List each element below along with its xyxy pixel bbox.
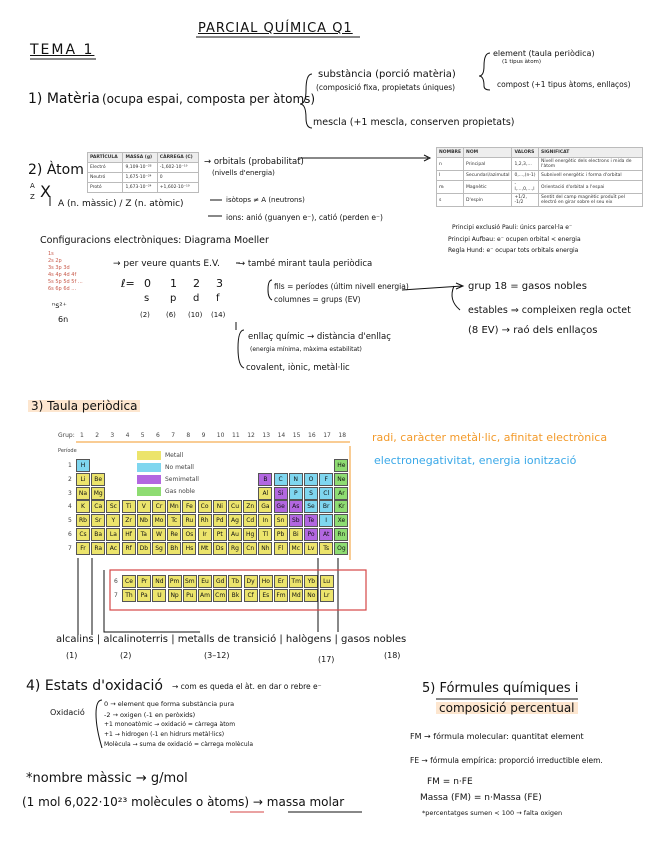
- fmnfe-text: FM = n·FE: [427, 777, 473, 787]
- element-cell: O: [304, 473, 318, 486]
- element-cell: Ce: [122, 575, 136, 588]
- ns-label: ⁿs²⁺: [52, 301, 67, 310]
- element-cell: Og: [334, 542, 348, 555]
- element-cell: Ne: [334, 473, 348, 486]
- element-cell: Pd: [213, 514, 227, 527]
- ions-text: ions: anió (guanyen e⁻), catió (perden e⁻): [226, 213, 383, 222]
- element-cell: Ts: [319, 542, 333, 555]
- element-cell: Rg: [228, 542, 242, 555]
- group-number: 15: [292, 432, 301, 439]
- family-number: (1): [66, 651, 78, 660]
- element-cell: Er: [274, 575, 288, 588]
- element-cell: Po: [304, 528, 318, 541]
- element-cell: Rb: [76, 514, 90, 527]
- trends-blue: electronegativitat, energia ionització: [374, 454, 577, 467]
- element-sub: (1 tipus àtom): [502, 59, 542, 65]
- element-cell: Fr: [76, 542, 90, 555]
- legend-label: Gas noble: [165, 488, 195, 495]
- orbitals-text: → orbitals (probabilitat): [204, 157, 304, 167]
- substancia-text: substància (porció matèria): [318, 69, 456, 80]
- atom-symbol: X: [40, 182, 51, 201]
- element-cell: Bk: [228, 589, 242, 602]
- element-cell: Db: [137, 542, 151, 555]
- element-cell: Dy: [244, 575, 258, 588]
- element-cell: Am: [198, 589, 212, 602]
- taula-heading: 3) Taula periòdica: [28, 400, 140, 412]
- element-cell: Mn: [167, 500, 181, 513]
- orbital-name: d: [193, 293, 200, 304]
- element-cell: Es: [259, 589, 273, 602]
- element-cell: Te: [304, 514, 318, 527]
- l-val: 0: [144, 277, 151, 290]
- element-cell: Gd: [213, 575, 227, 588]
- mol-text: (1 mol 6,022·10²³ molècules o àtoms) → massa molar: [22, 795, 345, 809]
- element-cell: Mc: [289, 542, 303, 555]
- element-cell: At: [319, 528, 333, 541]
- estables-text: estables ⇒ compleixen regla octet: [468, 305, 631, 316]
- atom-A: A: [30, 182, 35, 190]
- page-title: PARCIAL QUÍMICA Q1: [198, 21, 353, 36]
- element-cell: Ni: [213, 500, 227, 513]
- atom-az: A (n. màssic) / Z (n. atòmic): [58, 199, 184, 209]
- element-cell: Be: [91, 473, 105, 486]
- group-number: 10: [216, 432, 225, 439]
- compost-text: compost (+1 tipus àtoms, enllaços): [497, 80, 631, 89]
- element-cell: Fe: [182, 500, 196, 513]
- period-number: 7: [114, 591, 118, 599]
- element-cell: Sb: [289, 514, 303, 527]
- element-cell: Sm: [183, 575, 197, 588]
- group-number: 3: [110, 432, 115, 439]
- element-cell: Co: [198, 500, 212, 513]
- element-cell: P: [289, 487, 303, 500]
- period-number: 6: [68, 531, 72, 538]
- formules-heading: 5) Fórmules químiques i: [422, 681, 579, 696]
- group-number: 18: [338, 432, 347, 439]
- element-cell: Tl: [258, 528, 272, 541]
- group-number: 8: [186, 432, 191, 439]
- element-cell: Mt: [198, 542, 212, 555]
- element-cell: Cl: [319, 487, 333, 500]
- element-cell: Cn: [243, 542, 257, 555]
- families-text: alcalins | alcalinoterris | metalls de transició | halògens | gasos nobles: [56, 634, 407, 645]
- grup18-text: grup 18 = gasos nobles: [468, 281, 587, 292]
- element-cell: Hf: [122, 528, 136, 541]
- element-cell: Rh: [198, 514, 212, 527]
- element-cell: Ba: [91, 528, 105, 541]
- legend-swatch: [137, 451, 161, 460]
- element-cell: Pu: [183, 589, 197, 602]
- group-number: 1: [80, 432, 84, 439]
- element-cell: Ag: [228, 514, 242, 527]
- element-cell: Pr: [137, 575, 151, 588]
- group-number: 9: [201, 432, 206, 439]
- group-number: 16: [308, 432, 316, 439]
- ev8-text: (8 EV) → raó dels enllaços: [468, 325, 598, 336]
- tema-label: TEMA 1: [30, 42, 95, 58]
- element-cell: Os: [182, 528, 196, 541]
- element-cell: Re: [167, 528, 181, 541]
- element-cell: U: [152, 589, 166, 602]
- element-cell: Al: [258, 487, 272, 500]
- element-cell: Yb: [304, 575, 318, 588]
- element-cell: Cu: [228, 500, 242, 513]
- orbital-capacity: (2): [140, 311, 150, 319]
- element-cell: Na: [76, 487, 90, 500]
- element-cell: H: [76, 459, 90, 472]
- element-cell: Pm: [168, 575, 182, 588]
- element-cell: Ir: [198, 528, 212, 541]
- element-cell: Sn: [274, 514, 288, 527]
- substancia-sub: (composició fixa, propietats úniques): [316, 83, 456, 92]
- group-number: 7: [171, 432, 176, 439]
- element-cell: Pb: [274, 528, 288, 541]
- element-cell: Nd: [152, 575, 166, 588]
- element-cell: Tc: [167, 514, 181, 527]
- l-val: 1: [170, 277, 177, 290]
- legend-label: No metall: [165, 464, 194, 471]
- element-cell: Au: [228, 528, 242, 541]
- element-cell: Hg: [243, 528, 257, 541]
- element-cell: As: [289, 500, 303, 513]
- family-number: (17): [318, 655, 335, 664]
- element-cell: Tb: [228, 575, 242, 588]
- group-number: 14: [277, 432, 286, 439]
- element-cell: Br: [319, 500, 333, 513]
- np-label: 6n: [58, 315, 69, 324]
- enllac-text: enllaç químic → distància d'enllaç: [248, 332, 391, 342]
- element-cell: Hs: [182, 542, 196, 555]
- aufbau-text: Principi Aufbau: e⁻ ocupen orbital < energia: [448, 236, 581, 243]
- element-cell: Cf: [244, 589, 258, 602]
- period-number: 3: [68, 489, 72, 497]
- formules-heading2: composició percentual: [436, 702, 578, 714]
- l-label: ℓ=: [121, 277, 135, 290]
- fils-text: fils = períodes (últim nivell energia): [274, 282, 409, 291]
- element-cell: Sc: [106, 500, 120, 513]
- period-number: 6: [114, 578, 118, 585]
- element-cell: Ar: [334, 487, 348, 500]
- element-cell: Cd: [243, 514, 257, 527]
- family-number: (2): [120, 651, 132, 660]
- element-cell: Ge: [274, 500, 288, 513]
- element-cell: Cm: [213, 589, 227, 602]
- orbital-capacity: (6): [166, 311, 176, 319]
- group-number: 6: [156, 432, 160, 439]
- element-cell: F: [319, 473, 333, 486]
- oxidation-rule: Molècula → suma de oxidació = càrrega molècula: [104, 741, 254, 748]
- element-cell: Bh: [167, 542, 181, 555]
- element-cell: Sr: [91, 514, 105, 527]
- element-cell: Cr: [152, 500, 166, 513]
- oxidacio-heading: 4) Estats d'oxidació: [26, 678, 163, 694]
- element-cell: Lv: [304, 542, 318, 555]
- element-cell: Kr: [334, 500, 348, 513]
- element-cell: Md: [289, 589, 303, 602]
- trends-orange: radi, caràcter metàl·lic, afinitat electrònica: [372, 431, 608, 444]
- period-number: 1: [68, 462, 72, 469]
- element-cell: Rn: [334, 528, 348, 541]
- quantum-numbers-table: NOMBRE NOM VALORS SIGNIFICAT n Principal 1,2,3,… Nivell energètic dels electrons i mida de l'àtom l Secundari/azimutal 0,…,(n-1) Subnivell energètic i forma d'orbital mₗ Magnètic -l,…,0,…,l Orientació d'orbital a l'espai s D'espín +1/2, -1/2 Sentit del camp magnètic produït pel electró en girar sobre el seu eix: [436, 147, 643, 207]
- element-cell: No: [304, 589, 318, 602]
- orbital-capacity: (14): [211, 311, 226, 319]
- element-cell: Pa: [137, 589, 151, 602]
- atom-heading: 2) Àtom: [28, 162, 84, 178]
- element-cell: K: [76, 500, 90, 513]
- period-number: 2: [68, 475, 72, 483]
- element-text: element (taula periòdica): [493, 49, 595, 58]
- element-cell: Li: [76, 473, 90, 486]
- legend-swatch: [137, 487, 161, 496]
- legend-label: Metall: [165, 452, 184, 459]
- config-text: Configuracions electròniques: Diagrama Moeller: [40, 235, 269, 246]
- oxidacio-desc: → com es queda el àt. en dar o rebre e⁻: [172, 682, 322, 691]
- element-cell: Zn: [243, 500, 257, 513]
- element-cell: Ta: [137, 528, 151, 541]
- group-number: 2: [95, 432, 100, 439]
- percentatges-text: *percentatges sumen < 100 → falta oxigen: [422, 809, 563, 817]
- element-cell: C: [274, 473, 288, 486]
- oxidation-rule: +1 → hidrogen (-1 en hidrurs metàl·lics): [104, 731, 225, 738]
- element-cell: Np: [168, 589, 182, 602]
- element-cell: Nb: [137, 514, 151, 527]
- element-cell: Fm: [274, 589, 288, 602]
- element-cell: Ho: [259, 575, 273, 588]
- element-cell: Tm: [289, 575, 303, 588]
- element-cell: Sg: [152, 542, 166, 555]
- element-cell: Ca: [91, 500, 105, 513]
- element-cell: S: [304, 487, 318, 500]
- element-cell: In: [258, 514, 272, 527]
- legend-label: Semimetall: [165, 476, 199, 483]
- group-number: 13: [262, 432, 271, 439]
- particle-table: PARTÍCULA MASSA (g) CÀRREGA (C) Electró 9,109·10⁻²⁸ -1,602·10⁻¹⁹ Neutró 1,675·10⁻²⁴ 0 Protó 1,673·10⁻²⁴ +1,602·10⁻¹⁹: [87, 152, 199, 193]
- element-cell: Mg: [91, 487, 105, 500]
- orbital-name: s: [144, 293, 150, 304]
- family-number: (3–12): [204, 651, 230, 660]
- group-label: Grup:: [58, 432, 75, 439]
- element-cell: Pt: [213, 528, 227, 541]
- fm-text: FM → fórmula molecular: quantitat element: [410, 732, 584, 741]
- period-label: Període: [58, 448, 77, 454]
- group-number: 5: [140, 432, 145, 439]
- materia-desc: (ocupa espai, composta per àtoms): [102, 92, 316, 106]
- legend-swatch: [137, 463, 161, 472]
- element-cell: Lu: [320, 575, 334, 588]
- element-cell: Si: [274, 487, 288, 500]
- element-cell: Y: [106, 514, 120, 527]
- period-number: 4: [68, 503, 72, 511]
- mescla-text: mescla (+1 mescla, conserven propietats): [313, 117, 515, 128]
- group-number: 11: [232, 432, 240, 439]
- element-cell: Mo: [152, 514, 166, 527]
- taula-text: → també mirant taula periòdica: [238, 259, 373, 269]
- element-cell: La: [106, 528, 120, 541]
- element-cell: Zr: [122, 514, 136, 527]
- element-cell: Ga: [258, 500, 272, 513]
- element-cell: Ra: [91, 542, 105, 555]
- element-cell: Lr: [320, 589, 334, 602]
- element-cell: Ac: [106, 542, 120, 555]
- element-cell: Bi: [289, 528, 303, 541]
- group-number: 17: [323, 432, 331, 439]
- orbital-name: p: [170, 293, 177, 304]
- nombre-massic-text: *nombre màssic → g/mol: [26, 771, 188, 786]
- element-cell: Fl: [274, 542, 288, 555]
- element-cell: Se: [304, 500, 318, 513]
- element-cell: Eu: [198, 575, 212, 588]
- orbital-capacity: (10): [188, 311, 203, 319]
- isotops-text: isòtops ≠ A (neutrons): [226, 196, 305, 204]
- fe-text: FE → fórmula empírica: proporció irreductible elem.: [410, 756, 603, 765]
- element-cell: Nh: [258, 542, 272, 555]
- pauli-text: Principi exclusió Pauli: únics parcel·la e⁻: [452, 224, 573, 231]
- element-cell: Cs: [76, 528, 90, 541]
- l-val: 3: [216, 277, 223, 290]
- group-number: 4: [125, 432, 130, 439]
- legend-swatch: [137, 475, 161, 484]
- element-cell: W: [152, 528, 166, 541]
- period-number: 5: [68, 517, 72, 525]
- covalent-text: covalent, iònic, metàl·lic: [246, 363, 350, 373]
- oxidation-rule: +1 monoatòmic → oxidació = càrrega àtom: [104, 721, 236, 728]
- oxidacio-label: Oxidació: [50, 708, 85, 717]
- element-cell: Th: [122, 589, 136, 602]
- element-cell: I: [319, 514, 333, 527]
- element-cell: Ru: [182, 514, 196, 527]
- orbital-name: f: [216, 293, 220, 304]
- element-cell: Ti: [122, 500, 136, 513]
- element-cell: Rf: [122, 542, 136, 555]
- element-cell: Xe: [334, 514, 348, 527]
- oxidation-rule: 0 → element que forma substància pura: [104, 700, 235, 708]
- group-number: 12: [247, 432, 255, 439]
- element-cell: He: [334, 459, 348, 472]
- family-number: (18): [384, 651, 401, 660]
- massa-text: Massa (FM) = n·Massa (FE): [420, 793, 542, 803]
- enllac-sub: (energia mínima, màxima estabilitat): [250, 346, 362, 353]
- ev-text: → per veure quants E.V.: [113, 259, 220, 269]
- materia-heading: 1) Matèria: [28, 91, 100, 107]
- element-cell: N: [289, 473, 303, 486]
- orbitals-sub: (nivells d'energia): [212, 169, 275, 177]
- element-cell: Ds: [213, 542, 227, 555]
- atom-Z: Z: [30, 193, 35, 201]
- period-number: 7: [68, 544, 72, 552]
- columnes-text: columnes = grups (EV): [274, 295, 361, 304]
- element-cell: V: [137, 500, 151, 513]
- element-cell: B: [258, 473, 272, 486]
- l-val: 2: [193, 277, 200, 290]
- hund-text: Regla Hund: e⁻ ocupar tots orbitals energia: [448, 247, 579, 254]
- oxidation-rule: -2 → oxigen (-1 en peròxids): [104, 711, 196, 719]
